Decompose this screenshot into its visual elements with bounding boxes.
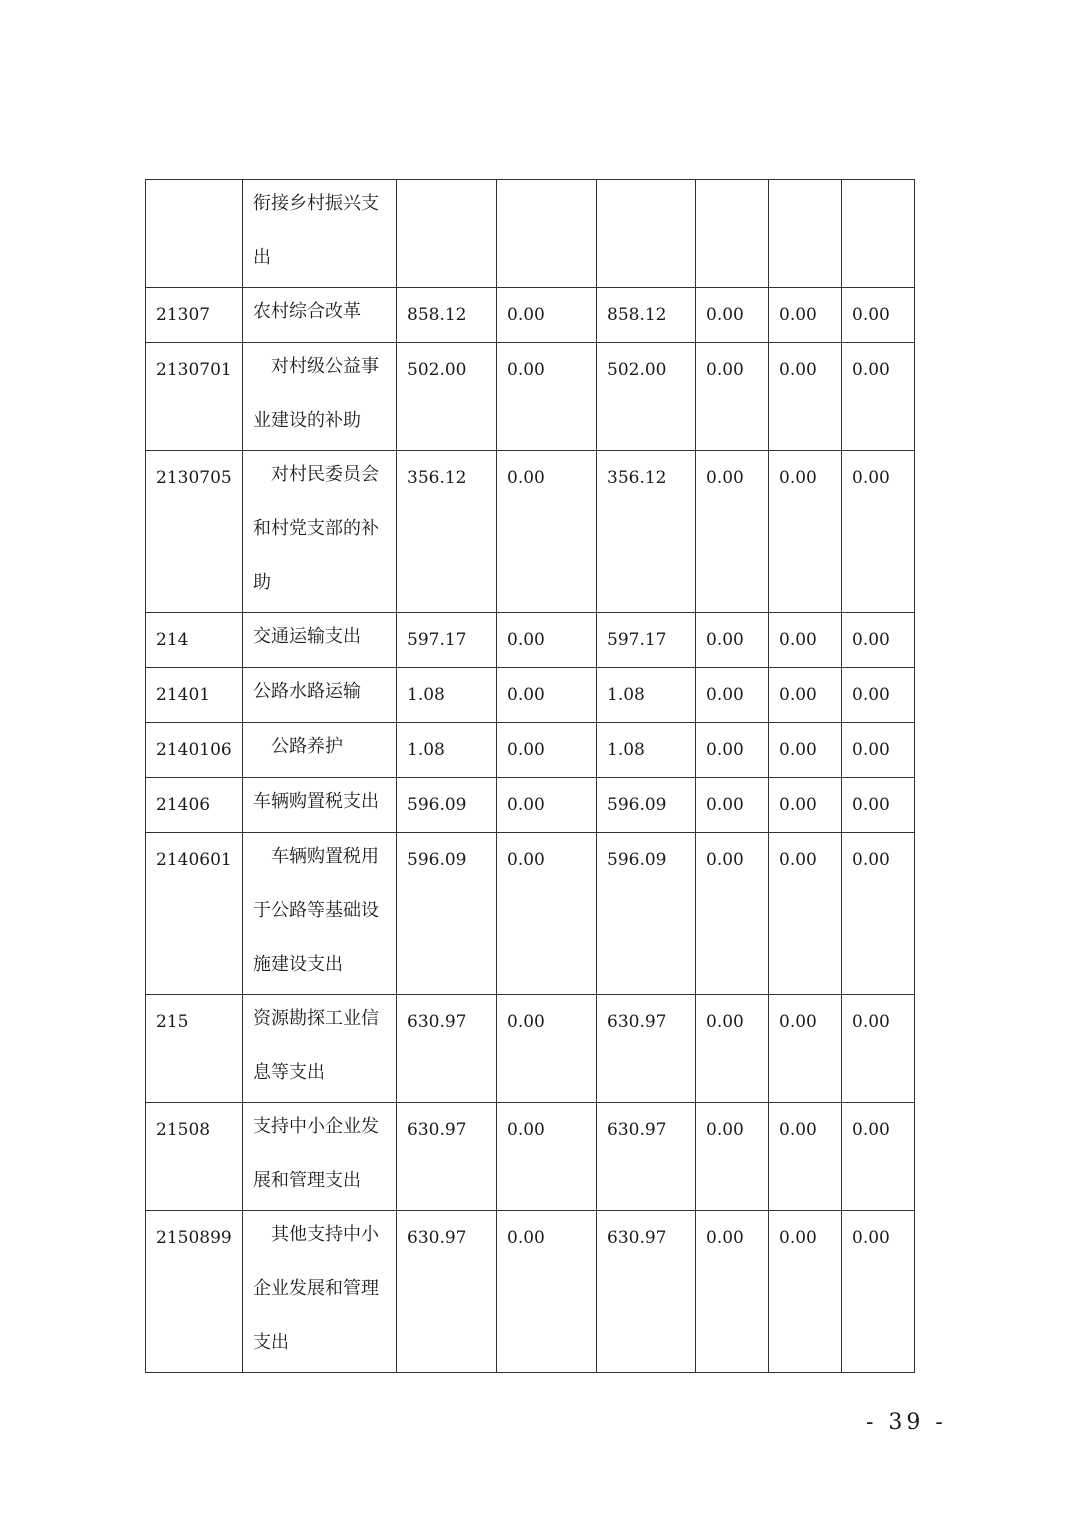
- row-code: 215: [146, 995, 243, 1103]
- row-value: 0.00: [769, 451, 842, 613]
- row-value: 630.97: [397, 995, 497, 1103]
- row-value: 0.00: [497, 451, 597, 613]
- row-value: 0.00: [696, 995, 769, 1103]
- row-code: 21401: [146, 668, 243, 723]
- row-value: [769, 180, 842, 288]
- table-row: [146, 995, 915, 1103]
- table-row: [146, 668, 915, 723]
- row-code: 21508: [146, 1103, 243, 1211]
- row-value: 858.12: [597, 288, 696, 343]
- row-value: 0.00: [497, 613, 597, 668]
- row-value: 0.00: [842, 833, 915, 995]
- row-value: 0.00: [769, 995, 842, 1103]
- row-value: 0.00: [696, 1211, 769, 1373]
- row-value: 0.00: [497, 833, 597, 995]
- row-code: 214: [146, 613, 243, 668]
- page-number: - 39 -: [866, 1410, 947, 1435]
- row-value: 0.00: [497, 343, 597, 451]
- row-value: 502.00: [397, 343, 497, 451]
- row-value: [696, 180, 769, 288]
- row-value: 1.08: [397, 668, 497, 723]
- row-name: 资源勘探工业信息等支出: [253, 1008, 379, 1083]
- row-value: 0.00: [497, 1211, 597, 1373]
- row-value: 597.17: [397, 613, 497, 668]
- row-value: [397, 180, 497, 288]
- row-code: 2130705: [146, 451, 243, 613]
- row-value: 0.00: [696, 1103, 769, 1211]
- row-value: 0.00: [769, 288, 842, 343]
- row-value: 630.97: [597, 1103, 696, 1211]
- row-value: 356.12: [597, 451, 696, 613]
- row-value: 0.00: [696, 343, 769, 451]
- row-value: 0.00: [842, 778, 915, 833]
- table-row: [146, 451, 915, 613]
- row-value: 356.12: [397, 451, 497, 613]
- row-value: [842, 180, 915, 288]
- row-value: 0.00: [769, 1211, 842, 1373]
- row-value: 630.97: [397, 1103, 497, 1211]
- row-name: 对村民委员会和村党支部的补助: [253, 464, 379, 593]
- table-row: [146, 1103, 915, 1211]
- row-value: 0.00: [842, 613, 915, 668]
- row-value: 0.00: [497, 1103, 597, 1211]
- row-value: 596.09: [597, 833, 696, 995]
- budget-table: [145, 179, 915, 1373]
- row-name: 对村级公益事业建设的补助: [253, 356, 379, 431]
- table-row: [146, 180, 915, 288]
- table-row: [146, 778, 915, 833]
- row-value: 0.00: [696, 668, 769, 723]
- row-value: 0.00: [842, 668, 915, 723]
- row-value: 0.00: [842, 1211, 915, 1373]
- row-value: 1.08: [397, 723, 497, 778]
- table-row: [146, 723, 915, 778]
- row-code: 2140106: [146, 723, 243, 778]
- row-value: 0.00: [769, 1103, 842, 1211]
- row-code: 2150899: [146, 1211, 243, 1373]
- row-value: 0.00: [842, 343, 915, 451]
- row-value: 596.09: [397, 833, 497, 995]
- row-value: 858.12: [397, 288, 497, 343]
- row-value: 502.00: [597, 343, 696, 451]
- row-name: 支持中小企业发展和管理支出: [253, 1116, 379, 1191]
- row-value: 596.09: [397, 778, 497, 833]
- row-value: 0.00: [696, 778, 769, 833]
- row-value: 630.97: [397, 1211, 497, 1373]
- row-value: 597.17: [597, 613, 696, 668]
- table-row: [146, 833, 915, 995]
- row-value: 0.00: [497, 995, 597, 1103]
- row-value: 0.00: [842, 1103, 915, 1211]
- row-value: [497, 180, 597, 288]
- row-code: 21406: [146, 778, 243, 833]
- row-name: 交通运输支出: [253, 626, 361, 647]
- row-name: 公路养护: [271, 736, 343, 757]
- row-value: 630.97: [597, 995, 696, 1103]
- row-name: 车辆购置税支出: [253, 791, 379, 812]
- row-value: 0.00: [842, 723, 915, 778]
- row-value: 0.00: [769, 613, 842, 668]
- table-row: [146, 288, 915, 343]
- row-value: 0.00: [769, 833, 842, 995]
- row-value: 0.00: [497, 668, 597, 723]
- row-value: 0.00: [696, 451, 769, 613]
- table-row: [146, 1211, 915, 1373]
- row-value: 1.08: [597, 668, 696, 723]
- row-code: 2140601: [146, 833, 243, 995]
- row-value: [597, 180, 696, 288]
- row-value: 0.00: [842, 995, 915, 1103]
- row-value: 0.00: [696, 613, 769, 668]
- row-value: 0.00: [497, 723, 597, 778]
- row-value: 0.00: [769, 668, 842, 723]
- row-value: 0.00: [696, 723, 769, 778]
- row-name: 其他支持中小企业发展和管理支出: [253, 1224, 379, 1353]
- table-body: [146, 180, 915, 1373]
- table-row: [146, 613, 915, 668]
- row-value: 0.00: [497, 288, 597, 343]
- row-value: 0.00: [769, 778, 842, 833]
- table-row: [146, 343, 915, 451]
- row-value: 1.08: [597, 723, 696, 778]
- row-name: 农村综合改革: [253, 301, 361, 322]
- row-name: 车辆购置税用于公路等基础设施建设支出: [253, 846, 379, 975]
- row-value: 0.00: [696, 288, 769, 343]
- row-value: 0.00: [769, 723, 842, 778]
- row-name: 公路水路运输: [253, 681, 361, 702]
- row-code: 21307: [146, 288, 243, 343]
- row-value: 0.00: [497, 778, 597, 833]
- row-name: 衔接乡村振兴支出: [253, 193, 379, 268]
- row-value: 0.00: [842, 288, 915, 343]
- row-value: 0.00: [769, 343, 842, 451]
- row-value: 630.97: [597, 1211, 696, 1373]
- row-code: 2130701: [146, 343, 243, 451]
- row-code: [146, 180, 243, 288]
- row-value: 0.00: [696, 833, 769, 995]
- row-value: 596.09: [597, 778, 696, 833]
- row-value: 0.00: [842, 451, 915, 613]
